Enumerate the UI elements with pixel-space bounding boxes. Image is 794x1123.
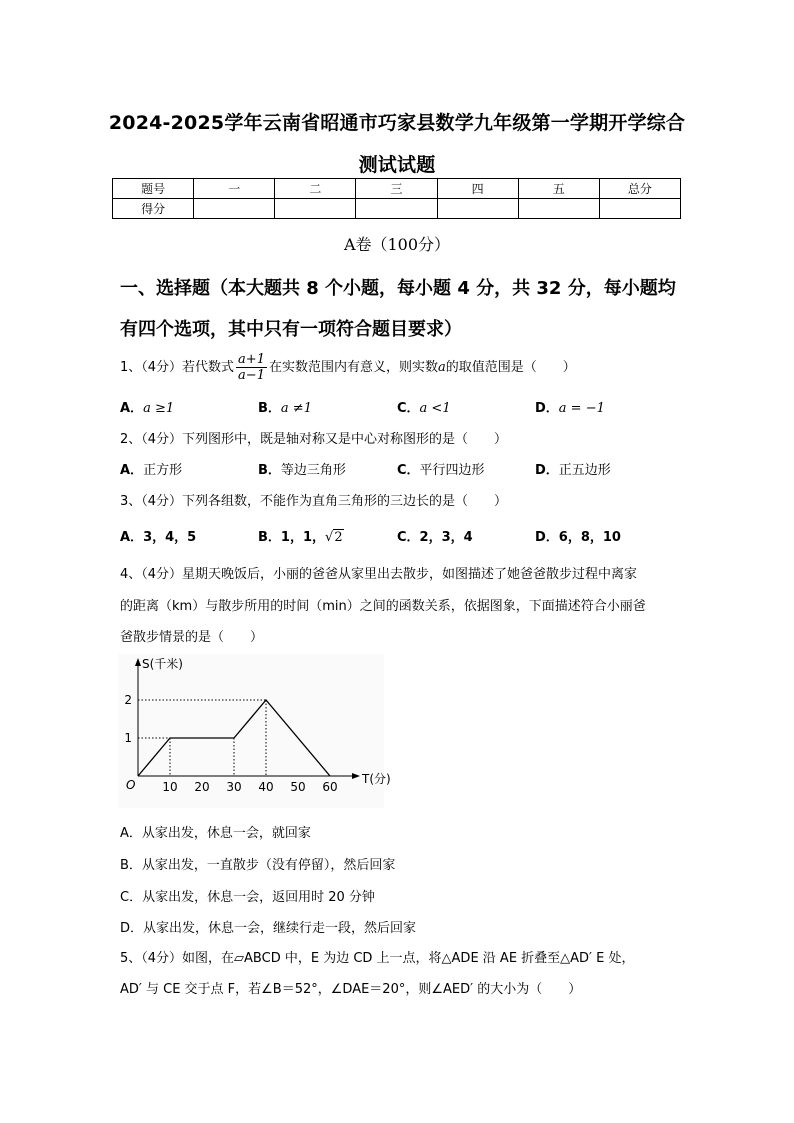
section-a-label: A卷（100分） (343, 235, 451, 254)
option-label: C． (397, 530, 420, 545)
x-tick-label: 60 (322, 780, 338, 794)
score-cell[interactable] (275, 199, 356, 219)
q1-suffix: 的取值范围是（ ） (445, 360, 576, 375)
q3-option-d[interactable] (535, 526, 621, 545)
option-text: 等边三角形 (280, 463, 346, 478)
x-tick-label: 40 (258, 780, 274, 794)
option-label: C． (397, 463, 420, 478)
q3-option-a[interactable] (120, 526, 196, 545)
q4-option-a[interactable]: A．从家出发，休息一会，就回家 (120, 826, 311, 841)
graph-background (118, 654, 384, 808)
score-header-cell: 四 (437, 179, 518, 199)
q3-option-c[interactable] (397, 526, 473, 545)
sqrt-expression: √2 (325, 530, 343, 545)
question-3: 3、（4分）下列各组数，不能作为直角三角形的三边长的是（ ） (120, 494, 508, 509)
question-4-line-1: 4、（4分）星期天晚饭后，小丽的爸爸从家里出去散步，如图描述了她爸爸散步过程中离家 (120, 567, 638, 582)
option-label: A． (120, 401, 144, 416)
option-label: D． (535, 463, 559, 478)
q4-option-c[interactable]: C．从家出发，休息一会，返回用时 20 分钟 (120, 890, 375, 905)
question-4-line-3: 爸散步情景的是（ ） (120, 630, 264, 645)
option-text: a ≠1 (280, 401, 312, 416)
score-header-cell: 题号 (113, 179, 194, 199)
option-label: D． (535, 530, 559, 545)
score-header-cell: 五 (518, 179, 599, 199)
x-tick-label: 20 (194, 780, 210, 794)
option-text: 6，8，10 (558, 530, 621, 545)
q4-option-d[interactable]: D．从家出发，休息一会，继续行走一段，然后回家 (120, 921, 417, 936)
y-tick-label: 1 (124, 731, 132, 745)
title-line-2: 测试试题 (358, 154, 436, 176)
question-4-line-2: 的距离（km）与散步所用的时间（min）之间的函数关系，依据图象，下面描述符合小丽爸 (120, 599, 646, 614)
section-heading-line-1: 一、选择题（本大题共 8 个小题，每小题 4 分，共 32 分，每小题均 (120, 278, 676, 299)
x-tick-label: 10 (162, 780, 178, 794)
q2-option-d[interactable] (535, 459, 611, 478)
y-tick-label: 2 (124, 693, 132, 707)
q1-fraction-denominator: a−1 (238, 368, 265, 383)
q1-options (120, 397, 680, 415)
q1-fraction (236, 352, 267, 383)
q2-options (120, 459, 680, 477)
option-text: a ≥1 (143, 401, 175, 416)
question-5-line-2: AD′ 与 CE 交于点 F，若∠B＝52°，∠DAE＝20°，则∠AED′ 的大小为（ ） (120, 982, 582, 997)
score-cell[interactable] (437, 199, 518, 219)
score-cell[interactable] (194, 199, 275, 219)
q1-option-c[interactable] (397, 397, 451, 416)
q3-option-b[interactable] (258, 526, 344, 545)
option-text: 3，4，5 (143, 530, 197, 545)
q1-variable: a (437, 360, 446, 375)
distance-time-graph (118, 654, 391, 808)
x-tick-label: 50 (290, 780, 306, 794)
q2-option-c[interactable] (397, 459, 485, 478)
score-row-label: 得分 (113, 199, 194, 219)
option-label: B． (258, 401, 281, 416)
option-label: A． (120, 530, 144, 545)
q1-option-b[interactable] (258, 397, 312, 416)
score-header-cell: 一 (194, 179, 275, 199)
q1-option-a[interactable] (120, 397, 174, 416)
score-header-cell: 三 (356, 179, 437, 199)
score-cell[interactable] (356, 199, 437, 219)
q4-option-b[interactable]: B．从家出发，一直散步（没有停留），然后回家 (120, 858, 396, 873)
origin-label: O (126, 778, 136, 792)
q1-prefix: 1、（4分）若代数式 (120, 360, 235, 375)
score-header-cell: 总分 (599, 179, 680, 199)
option-text: 2，3，4 (419, 530, 473, 545)
score-cell[interactable] (518, 199, 599, 219)
option-text: 正方形 (143, 463, 183, 478)
q1-fraction-numerator: a+1 (238, 352, 265, 367)
option-label: C． (397, 401, 420, 416)
option-label: D． (535, 401, 559, 416)
q2-option-a[interactable] (120, 459, 182, 478)
option-text: 正五边形 (558, 463, 611, 478)
title-line-1: 2024-2025学年云南省昭通市巧家县数学九年级第一学期开学综合 (108, 112, 686, 134)
option-text: a <1 (419, 401, 451, 416)
question-2: 2、（4分）下列图形中，既是轴对称又是中心对称图形的是（ ） (120, 432, 508, 447)
option-text: a = −1 (558, 401, 605, 416)
option-label: A． (120, 463, 144, 478)
y-axis-label: S(千米) (142, 657, 183, 671)
score-table (112, 178, 681, 219)
option-text: 平行四边形 (419, 463, 485, 478)
score-table-score-row (113, 199, 681, 219)
option-label: B． (258, 530, 281, 545)
option-label: B． (258, 463, 281, 478)
score-cell[interactable] (599, 199, 680, 219)
section-heading-line-2: 有四个选项，其中只有一项符合题目要求） (120, 319, 462, 340)
sqrt-radicand: 2 (334, 530, 343, 545)
question-5-line-1: 5、（4分）如图，在▱ABCD 中，E 为边 CD 上一点，将△ADE 沿 AE 折叠至△AD′ E 处， (120, 951, 635, 966)
q1-option-d[interactable] (535, 397, 605, 416)
x-tick-label: 30 (226, 780, 242, 794)
q1-mid: 在实数范围内有意义，则实数 (268, 360, 438, 375)
q2-option-b[interactable] (258, 459, 346, 478)
score-header-cell: 二 (275, 179, 356, 199)
x-axis-label: T(分) (362, 772, 391, 786)
option-text: 1，1， (280, 530, 326, 545)
q3-options (120, 526, 680, 544)
question-1 (120, 352, 680, 383)
score-table-header-row (113, 179, 681, 199)
